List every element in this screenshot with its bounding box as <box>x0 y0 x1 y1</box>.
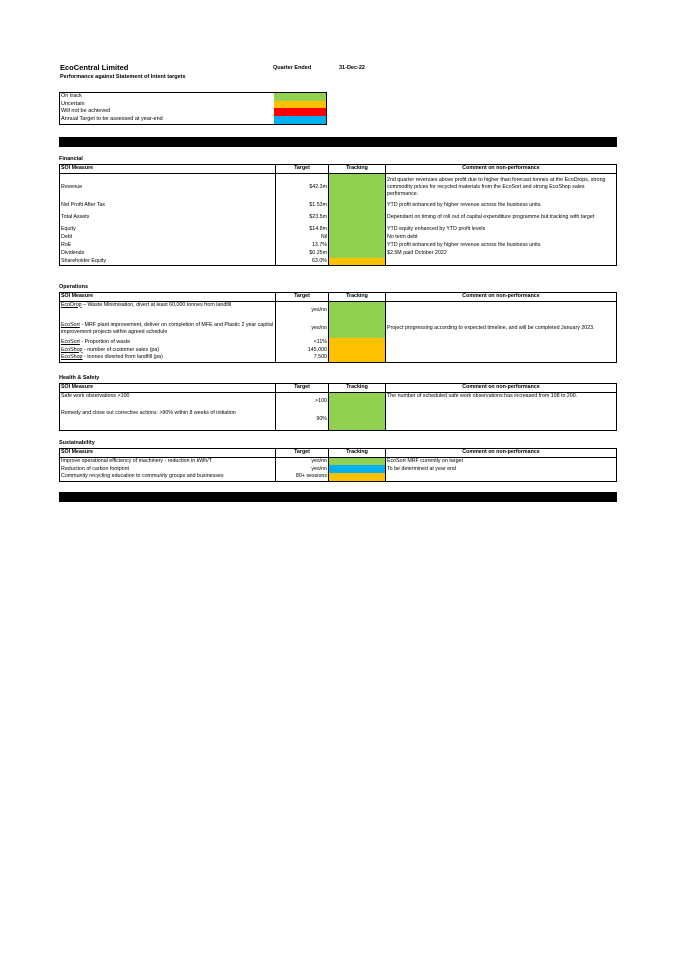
target-cell: 13.7% <box>276 242 329 250</box>
comment-cell <box>386 346 617 354</box>
col-header-target: Target <box>276 293 329 302</box>
measure-cell: Equity <box>60 226 276 234</box>
divider-bar-top <box>59 137 617 147</box>
comment-cell: Project progressing according to expected timeline, and will be completed January 2023. <box>386 319 617 338</box>
comment-cell: YTD equity enhanced by YTD profit levels <box>386 226 617 234</box>
target-cell: $42.3m <box>276 173 329 201</box>
business-unit-name: EcoShop <box>61 346 83 353</box>
tracking-cell <box>329 226 386 234</box>
business-unit-name: EcoSort <box>61 321 80 328</box>
target-cell: $23.5m <box>276 210 329 226</box>
target-cell: $0.25m <box>276 250 329 258</box>
table-row <box>60 250 617 258</box>
col-header-comment: Comment on non-performance <box>386 384 617 393</box>
quarter-label: Quarter Ended <box>273 65 312 71</box>
measure-cell: Shareholder Equity <box>60 258 276 266</box>
measure-cell: Dividends <box>60 250 276 258</box>
col-header-measure: SOI Measure <box>60 165 276 174</box>
target-cell: yes/no <box>276 319 329 338</box>
table-row <box>60 226 617 234</box>
divider-bar-bottom <box>59 492 617 502</box>
tracking-cell <box>329 354 386 362</box>
table-row <box>60 173 617 201</box>
tracking-cell <box>329 201 386 210</box>
target-cell: yes/no <box>276 457 329 465</box>
legend-row-year-end <box>60 116 326 124</box>
comment-cell <box>386 338 617 346</box>
measure-cell: Remedy and close out corrective actions: >90% within 8 weeks of initiation <box>60 410 276 430</box>
col-header-measure: SOI Measure <box>60 449 276 458</box>
table-row <box>60 457 617 465</box>
table-row <box>60 465 617 473</box>
comment-cell <box>386 301 617 319</box>
tracking-cell <box>329 301 386 319</box>
target-cell: <11% <box>276 338 329 346</box>
table-header-row <box>60 293 617 302</box>
measure-cell: Improve operational efficiency of machinery - reduction in kWh/T <box>60 457 276 465</box>
comment-cell <box>386 473 617 481</box>
table-row <box>60 354 617 362</box>
table-row <box>60 338 617 346</box>
tracking-cell <box>329 338 386 346</box>
quarter-date: 31-Dec-22 <box>339 65 365 71</box>
sustainability-table <box>59 448 617 482</box>
table-row <box>60 319 617 338</box>
tracking-cell <box>329 465 386 473</box>
tracking-cell <box>329 346 386 354</box>
measure-cell <box>60 354 276 362</box>
measure-cell: Safe work observations >100 <box>60 392 276 410</box>
health-safety-table <box>59 383 617 431</box>
col-header-tracking: Tracking <box>329 449 386 458</box>
comment-cell <box>386 354 617 362</box>
report-subtitle: Performance against Statement of Intent targets <box>60 74 186 80</box>
tracking-cell <box>329 173 386 201</box>
table-row <box>60 201 617 210</box>
comment-cell <box>386 258 617 266</box>
legend-label: On track <box>61 93 82 99</box>
legend-label: Uncertain <box>61 100 85 107</box>
comment-cell: No term debt <box>386 234 617 242</box>
company-title: EcoCentral Limited <box>60 63 129 72</box>
table-header-row <box>60 449 617 458</box>
target-cell: 80+ sessions <box>276 473 329 481</box>
comment-cell: Dependant on timing of roll out of capital expenditure programme but tracking with target <box>386 210 617 226</box>
measure-cell: Debt <box>60 234 276 242</box>
table-row <box>60 234 617 242</box>
table-row <box>60 258 617 266</box>
measure-text: - MRF plant improvement, deliver on completion of MFE and Plastic 2 year capital improvement projects within agreed schedule <box>61 321 273 335</box>
tracking-cell <box>329 250 386 258</box>
comment-cell: $2.5M paid October 2022 <box>386 250 617 258</box>
col-header-comment: Comment on non-performance <box>386 293 617 302</box>
target-cell: >100 <box>276 392 329 410</box>
comment-cell: YTD profit enhanced by higher revenue across the business units. <box>386 201 617 210</box>
table-row <box>60 210 617 226</box>
tracking-cell <box>329 234 386 242</box>
table-header-row <box>60 384 617 393</box>
legend-swatch-blue <box>274 116 326 124</box>
section-title-financial: Financial <box>59 156 83 162</box>
measure-cell: RoE <box>60 242 276 250</box>
table-header-row <box>60 165 617 174</box>
tracking-cell <box>329 473 386 481</box>
tracking-cell <box>329 410 386 430</box>
col-header-target: Target <box>276 449 329 458</box>
table-row <box>60 473 617 481</box>
target-cell: 90% <box>276 410 329 430</box>
col-header-target: Target <box>276 165 329 174</box>
comment-cell <box>386 410 617 430</box>
legend-row-not-achieved <box>60 108 326 116</box>
financial-table <box>59 164 617 266</box>
target-cell: 145,000 <box>276 346 329 354</box>
col-header-tracking: Tracking <box>329 165 386 174</box>
comment-cell: To be determined at year end <box>386 465 617 473</box>
measure-cell <box>60 338 276 346</box>
section-title-health-safety: Health & Safety <box>59 375 100 381</box>
col-header-measure: SOI Measure <box>60 293 276 302</box>
legend-swatch-red <box>274 108 326 116</box>
business-unit-name: EcoShop <box>61 354 83 361</box>
legend-label: Annual Target to be assessed at year-end <box>61 116 163 123</box>
business-unit-name: EcoDrop <box>61 301 82 308</box>
comment-cell: YTD profit enhanced by higher revenue across the business units <box>386 242 617 250</box>
operations-table <box>59 292 617 363</box>
tracking-cell <box>329 319 386 338</box>
table-row <box>60 392 617 410</box>
measure-cell: Total Assets <box>60 210 276 226</box>
comment-cell: EcoSort MRF currently on target <box>386 457 617 465</box>
legend-swatch-green <box>274 93 326 101</box>
measure-cell <box>60 346 276 354</box>
tracking-cell <box>329 258 386 266</box>
target-cell: 7,500 <box>276 354 329 362</box>
comment-cell: 2nd quarter revenues above profit due to higher than forecast tonnes at the EcoDrops, strong commodity prices for recycled materials from the EcoSort and strong EcoShop sales performance. <box>386 173 617 201</box>
target-cell: $14.8m <box>276 226 329 234</box>
target-cell: yes/no <box>276 301 329 319</box>
measure-cell <box>60 319 276 338</box>
comment-cell: The number of scheduled safe work observations has increased from 108 to 200. <box>386 392 617 410</box>
measure-cell: Community recycling education to community groups and businesses <box>60 473 276 481</box>
measure-text: - Proportion of waste <box>79 338 131 345</box>
tracking-cell <box>329 210 386 226</box>
measure-text: - tonnes diverted from landfill (pa) <box>82 354 163 361</box>
measure-cell: Revenue <box>60 173 276 201</box>
target-cell: yes/no <box>276 465 329 473</box>
col-header-comment: Comment on non-performance <box>386 449 617 458</box>
legend-row-on-track <box>60 93 326 101</box>
tracking-cell <box>329 457 386 465</box>
target-cell: Nil <box>276 234 329 242</box>
table-row <box>60 410 617 430</box>
table-row <box>60 242 617 250</box>
tracking-cell <box>329 242 386 250</box>
table-row <box>60 346 617 354</box>
col-header-tracking: Tracking <box>329 384 386 393</box>
col-header-target: Target <box>276 384 329 393</box>
legend-row-uncertain <box>60 101 326 109</box>
table-row <box>60 301 617 319</box>
legend-label: Will not be achieved <box>61 108 111 115</box>
section-title-sustainability: Sustainability <box>59 440 95 446</box>
business-unit-name: EcoSort <box>61 338 80 345</box>
section-title-operations: Operations <box>59 284 89 290</box>
target-cell: $1.53m <box>276 201 329 210</box>
col-header-measure: SOI Measure <box>60 384 276 393</box>
col-header-tracking: Tracking <box>329 293 386 302</box>
target-cell: 63.0% <box>276 258 329 266</box>
measure-text: - number of customer sales (pa) <box>82 346 160 353</box>
tracking-cell <box>329 392 386 410</box>
measure-cell: Net Profit After Tax <box>60 201 276 210</box>
measure-text: – Waste Minimisation, divert at least 60,000 tonnes from landfill <box>81 301 232 308</box>
col-header-comment: Comment on non-performance <box>386 165 617 174</box>
status-legend <box>59 92 327 125</box>
measure-cell <box>60 301 276 319</box>
legend-swatch-amber <box>274 101 326 109</box>
measure-cell: Reduction of carbon footprint <box>60 465 276 473</box>
